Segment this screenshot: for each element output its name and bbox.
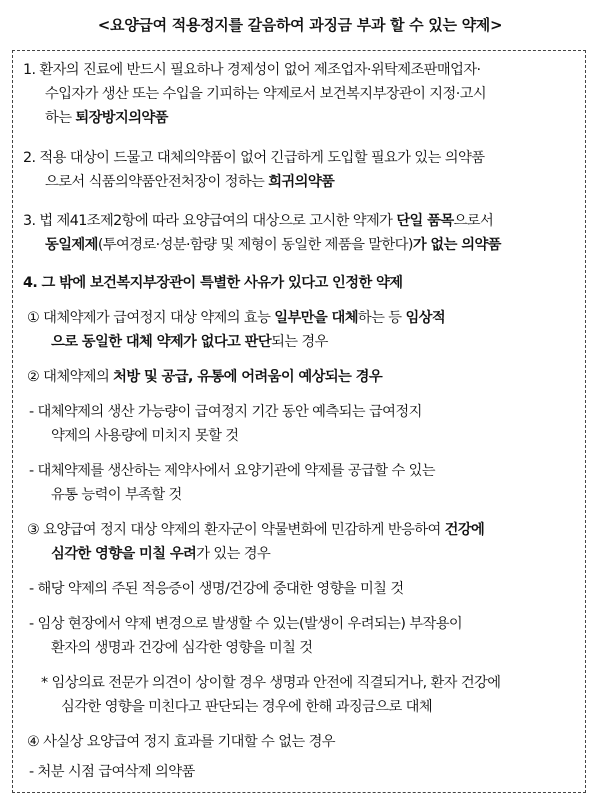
sub-2-dash-2-line-1: - 대체약제를 생산하는 제약사에서 요양기관에 약제를 공급할 수 있는	[29, 463, 436, 479]
sub-4-line-1: ④ 사실상 요양급여 정지 효과를 기대할 수 없는 경우	[27, 734, 335, 750]
sub-3-dash-2-line-2: 환자의 생명과 건강에 심각한 영향을 미칠 것	[51, 640, 313, 656]
item-1-line-1: 1. 환자의 진료에 반드시 필요하나 경제성이 없어 제조업자·위탁제조판매업자·	[23, 62, 481, 78]
sub-3-dash-1-line-1: - 해당 약제의 주된 적응증이 생명/건강에 중대한 영향을 미칠 것	[29, 581, 404, 597]
item-2-line-2: 으로서 식품의약품안전처장이 정하는 희귀의약품	[45, 174, 335, 190]
sub-1-line-1: ① 대체약제가 급여정지 대상 약제의 효능 일부만을 대체하는 등 임상적	[27, 310, 446, 326]
item-4-heading: 4. 그 밖에 보건복지부장관이 특별한 사유가 있다고 인정한 약제	[23, 275, 403, 291]
sub-3-note-line-2: 심각한 영향을 미친다고 판단되는 경우에 한해 과징금으로 대체	[61, 699, 433, 715]
sub-2-line-1: ② 대체약제의 처방 및 공급, 유통에 어려움이 예상되는 경우	[27, 369, 383, 385]
sub-3-dash-2-line-1: - 임상 현장에서 약제 변경으로 발생할 수 있는(발생이 우려되는) 부작용이	[29, 616, 463, 632]
sub-3-line-2: 심각한 영향을 미칠 우려가 있는 경우	[51, 546, 271, 562]
sub-3-line-1: ③ 요양급여 정지 대상 약제의 환자군이 약물변화에 민감하게 반응하여 건강에	[27, 522, 485, 538]
term-retired-prevention-drug: 퇴장방지의약품	[75, 110, 168, 126]
document-title: <요양급여 적용정지를 갈음하여 과징금 부과 할 수 있는 약제>	[97, 16, 503, 34]
sub-2-dash-1-line-2: 약제의 사용량에 미치지 못할 것	[51, 428, 239, 444]
sub-4-dash-1: - 처분 시점 급여삭제 의약품	[29, 764, 195, 780]
sub-1-line-2: 으로 동일한 대체 약제가 없다고 판단되는 경우	[51, 334, 328, 350]
sub-2-dash-2-line-2: 유통 능력이 부족할 것	[51, 487, 182, 503]
item-3-line-2: 동일제제(투여경로·성분·함량 및 제형이 동일한 제품을 말한다)가 없는 의약품	[45, 237, 501, 253]
content-box	[12, 50, 586, 793]
item-1-line-3: 하는 퇴장방지의약품	[45, 110, 168, 126]
term-rare-drug: 희귀의약품	[268, 174, 335, 190]
item-1-line-2: 수입자가 생산 또는 수입을 기피하는 약제로서 보건복지부장관이 지정·고시	[45, 86, 487, 102]
item-2-line-1: 2. 적용 대상이 드물고 대체의약품이 없어 긴급하게 도입할 필요가 있는 의약품	[23, 150, 485, 166]
item-3-line-1: 3. 법 제41조제2항에 따라 요양급여의 대상으로 고시한 약제가 단일 품목으로서	[23, 213, 494, 229]
sub-3-note-line-1: * 임상의료 전문가 의견이 상이할 경우 생명과 안전에 직결되거나, 환자 건강에	[41, 675, 501, 691]
sub-2-dash-1-line-1: - 대체약제의 생산 가능량이 급여정지 기간 동안 예측되는 급여정지	[29, 404, 422, 420]
